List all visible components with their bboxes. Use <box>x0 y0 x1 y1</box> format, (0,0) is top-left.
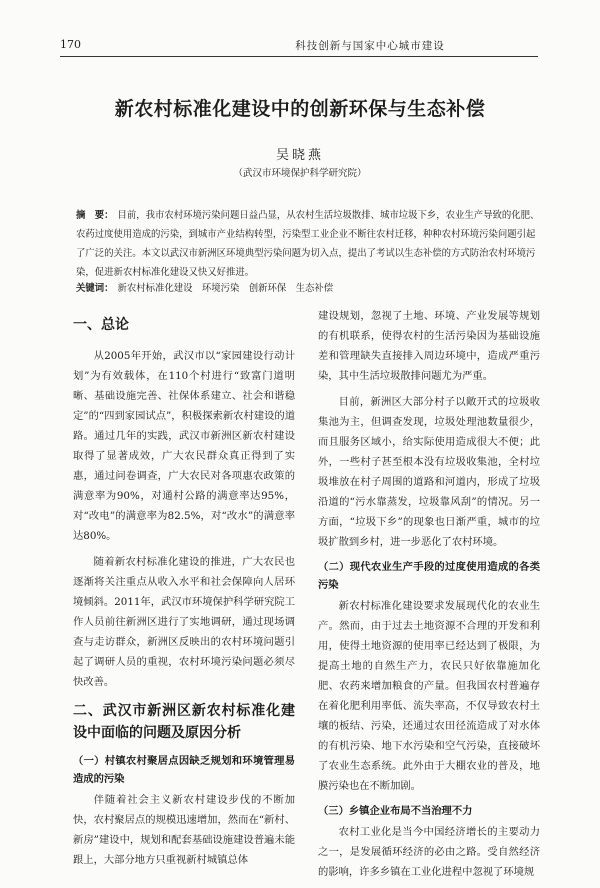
paragraph: 随着新农村标准化建设的推进，广大农民也逐渐将关注重点从收入水平和社会保障向人居环境倾斜。2011年，武汉市环境保护科学研究院工作人员前往新洲区进行了实地调研，通过现场调查与走访群众，新洲区反映出的农村环境问题引起了调研人员的重视，农村环境污染问题必须尽快改善。 <box>73 556 295 688</box>
keywords-label: 关键词： <box>76 283 114 294</box>
paragraph: 伴随着社会主义新农村建设步伐的不断加快，农村聚居点的规模迅速增加，然而在“新村、新房”建设中，规划和配套基础设施建设普遍未能跟上，大部分地方只重视新村城镇总体 <box>73 794 295 866</box>
keywords-text: 新农村标准化建设 环境污染 创新环保 生态补偿 <box>117 283 334 294</box>
page-number: 170 <box>60 38 81 51</box>
paper-title: 新农村标准化建设中的创新环保与生态补偿 <box>114 98 486 120</box>
subsection-heading: （三）乡镇企业布局不当治理不力 <box>318 805 473 817</box>
keywords <box>76 281 540 297</box>
abstract-label: 摘 要： <box>76 210 114 221</box>
abstract-text: 目前，我市农村环境污染问题日益凸显，从农村生活垃圾散排、城市垃圾下乡，农业生产导致的化肥、农药过度使用造成的污染，到城市产业结构转型，污染型工业企业不断往农村迁移，种种农村环境污染问题引起了广泛的关注。本文以武汉市新洲区环境典型污染问题为切入点，提出了考试以生态补偿的方式防治农村环境污染，促进新农村标准化建设又快又好推进。 <box>76 210 540 278</box>
paragraph: 建设规划，忽视了土地、环境、产业发展等规划的有机联系，使得农村的生活污染因为基础设施差和管理缺失直接排入周边环境中，造成严重污染，其中生活垃圾散排问题尤为严重。 <box>318 310 540 382</box>
author-name: 吴晓燕 <box>275 148 324 163</box>
paragraph: 农村工业化是当今中国经济增长的主要动力之一，是发展循环经济的必由之路。受自然经济的影响，许多乡镇在工业化进程中忽视了环境规 <box>318 826 540 878</box>
abstract <box>76 206 540 282</box>
paragraph: 目前，新洲区大部分村子以敞开式的垃圾收集池为主，但调查发现，垃圾处理池数量很少，而且服务区域小，给实际使用造成很大不便；此外，一些村子甚至根本没有垃圾收集池，全村垃圾堆放在村子周围的道路和河道内，形成了垃圾沿道的“污水靠蒸发，垃圾靠风刮”的情况。另一方面，“垃圾下乡”的现象也日渐严重，城市的垃圾扩散到乡村，进一步恶化了农村环境。 <box>318 396 540 548</box>
author-affiliation: （武汉市环境保护科学研究院） <box>233 168 367 179</box>
right-column <box>318 306 540 888</box>
subsection-heading: （二）现代农业生产手段的过度使用造成的各类污染 <box>318 561 540 591</box>
section-heading-2: 二、武汉市新洲区新农村标准化建设中面临的问题及原因分析 <box>73 703 295 741</box>
header-rule <box>60 56 538 57</box>
section-heading-1: 一、总论 <box>73 317 129 333</box>
subsection-heading: （一）村镇农村聚居点因缺乏规划和环境管理易造成的污染 <box>73 755 295 785</box>
journal-name: 科技创新与国家中心城市建设 <box>295 40 445 52</box>
paragraph: 新农村标准化建设要求发展现代化的农业生产。然而，由于过去土地资源不合理的开发和利用，使得土地资源的使用率已经达到了极限，为提高土地的自然生产力，农民只好依靠施加化肥、农药来增加粮食的产量。但我国农村普遍存在着化肥利用率低、流失率高，不仅导致农村土壤的板结、污染，还通过农田径流造成了对水体的有机污染、地下水污染和空气污染，直接破坏了农业生态系统。此外由于大棚农业的普及，地膜污染也在不断加剧。 <box>318 600 540 792</box>
paragraph: 从2005年开始，武汉市以“家园建设行动计划”为有效载体，在110个村进行“致富门道明晰、基础设施完善、社保体系建立、社会和谐稳定”的“四到家园试点”，积极探索新农村建设的道路。通过几年的实践，武汉市新洲区新农村建设取得了显著成效，广大农民群众真正得到了实惠，通过问卷调查，广大农民对各项惠农政策的满意率为90%，对通村公路的满意率达95%，对“改电”的满意率为82.5%，对“改水”的满意率达80%。 <box>73 350 295 542</box>
